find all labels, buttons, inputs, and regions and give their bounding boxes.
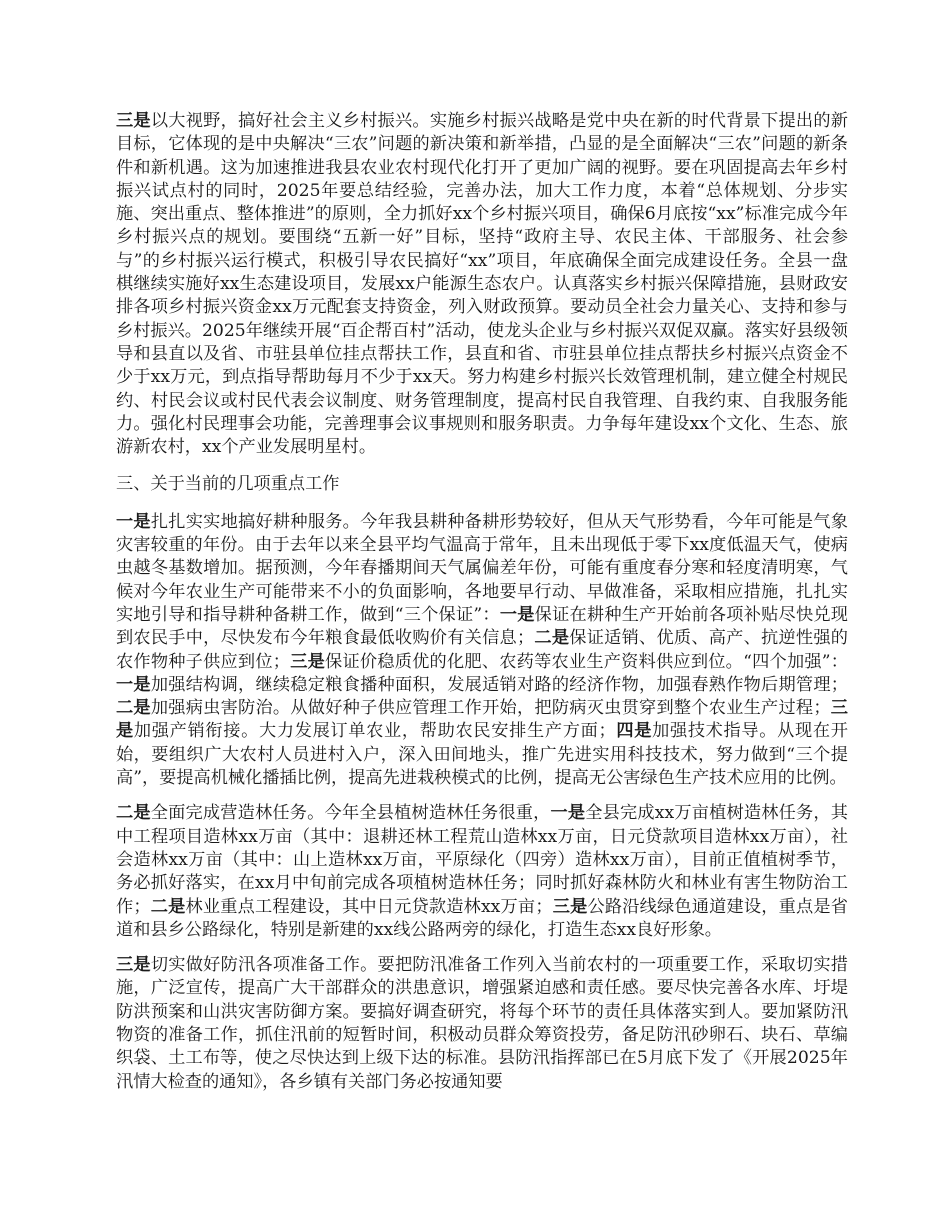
body-text: 加强技术指导。从现在开始，要组织广大农村人员进村入户，深入田间地头，推广先进实用科技技术，努力做到“三个提高”，要提高机械化播插比例，提高先进栽秧模式的比例，提高无公害绿色生产技术应用的比例。 [116,721,848,789]
body-text: 以大视野，搞好社会主义乡村振兴。实施乡村振兴战略是党中央在新的时代背景下提出的新目标，它体现的是中央解决“三农”问题的新决策和新举措，凸显的是全面解决“三农”问题的新条件和新机遇。这为加速推进我县农业农村现代化打开了更加广阔的视野。要在巩固提高去年乡村振兴试点村的同时，2025年要总结经验，完善办法，加大工作力度，本着“总体规划、分步实施、突出重点、整体推进”的原则，全力抓好xx个乡村振兴项目，确保6月底按“xx”标准完成今年乡村振兴点的规划。要围绕“五新一好”目标，坚持“政府主导、农民主体、干部服务、社会参与”的乡村振兴运行模式，积极引导农民搞好“xx”项目，年底确保全面完成建设任务。全县一盘棋继续实施好xx生态建设项目，发展xx户能源生态农户。认真落实乡村振兴保障措施，县财政安排各项乡村振兴资金xx万元配套支持资金，列入财政预算。要动员全社会力量关心、支持和参与乡村振兴。2025年继续开展“百企帮百村”活动，使龙头企业与乡村振兴双促双赢。落实好县级领导和县直以及省、市驻县单位挂点帮扶工作，县直和省、市驻县单位挂点帮扶乡村振兴点资金不少于xx万元，到点指导帮助每月不少于xx天。努力构建乡村振兴长效管理机制，建立健全村规民约、村民会议或村民代表会议制度、财务管理制度，提高村民自我管理、自我约束、自我服务能力。强化村民理事会功能，完善理事会议事规则和服务职责。力争每年建设xx个文化、生态、旅游新农村，xx个产业发展明星村。 [116,111,848,458]
bold-ordinal: 二是 [116,698,151,719]
bold-ordinal: 二是 [150,896,186,917]
lead-phrase: 二是 [116,803,151,824]
document-page [116,110,848,1106]
bold-ordinal: 三是 [289,651,326,672]
bold-ordinal: 一是 [116,674,151,695]
lead-phrase: 三是 [116,955,151,976]
body-text: 全县完成xx万亩植树造林任务，其中工程项目造林xx万亩（其中：退耕还林工程荒山造林xx万亩，日元贷款项目造林xx万亩），社会造林xx万亩（其中：山上造林xx万亩，平原绿化（四旁）造林xx万亩），目前正值植树季节，务必抓好落实，在xx月中旬前完成各项植树造林任务；同时抓好森林防火和林业有害生物防治工作； [116,803,848,917]
body-text: 加强产销衔接。大力发展订单农业，帮助农民安排生产方面； [133,721,616,742]
paragraph-spring-planting [116,511,848,791]
heading-text: 三、关于当前的几项重点工作 [116,474,340,495]
bold-ordinal: 一是 [499,604,535,625]
body-text: 林业重点工程建设，其中日元贷款造林xx万亩； [185,896,553,917]
bold-ordinal: 三是 [552,896,588,917]
bold-ordinal: 四是 [615,721,653,742]
body-text: 加强病虫害防治。从做好种子供应管理工作开始，把防病灭虫贯穿到整个农业生产过程； [150,698,831,719]
body-text: 保证价稳质优的化肥、农药等农业生产资料供应到位。“四个加强”： [325,651,848,672]
lead-phrase: 一是 [116,511,151,532]
body-text: 公路沿线绿色通道建设，重点是省道和县乡公路绿化，特别是新建的xx线公路两旁的绿化，打造生态xx良好形象。 [116,896,848,940]
body-text: 加强结构调，继续稳定粮食播种面积，发展适销对路的经济作物，加强春熟作物后期管理； [150,674,848,695]
body-text: 全面完成营造林任务。今年全县植树造林任务很重， [150,803,551,824]
lead-phrase: 三是 [116,111,151,131]
paragraph-flood-prevention [116,954,848,1094]
bold-ordinal: 三是 [116,698,848,742]
bold-ordinal: 一是 [550,803,586,824]
paragraph-afforestation [116,802,848,942]
body-text: 扎扎实实地搞好耕种服务。今年我县耕种备耕形势较好，但从天气形势看，今年可能是气象灾害较重的年份。由于去年以来全县平均气温高于常年，且未出现低于零下xx度低温天气，使病虫越冬基数增加。据预测，今年春播期间天气属偏差年份，可能有重度春分寒和轻度清明寒，气候对今年农业生产可能带来不小的负面影响，各地要早行动、早做准备，采取相应措施，扎扎实实地引导和指导耕种备耕工作，做到“三个保证”： [116,511,848,625]
body-text: 保证在耕种生产开始前各项补贴尽快兑现到农民手中，尽快发布今年粮食最低收购价有关信息； [116,604,848,649]
body-text: 切实做好防汛各项准备工作。要把防汛准备工作列入当前农村的一项重要工作，采取切实措施，广泛宣传，提高广大干部群众的洪患意识，增强紧迫感和责任感。要尽快完善各水库、圩堤防洪预案和山洪灾害防御方案。要搞好调查研究，将每个环节的责任具体落实到人。要加紧防汛物资的准备工作，抓住汛前的短暂时间，积极动员群众筹资投劳，备足防汛砂卵石、块石、草编织袋、土工布等，使之尽快达到上级下达的标准。县防汛指挥部已在5月底下发了《开展2025年汛情大检查的通知》，各乡镇有关部门务必按通知要 [116,955,848,1092]
bold-ordinal: 二是 [534,628,570,649]
body-text: 保证适销、优质、高产、抗逆性强的农作物种子供应到位； [116,628,848,672]
paragraph-rural-revitalization [116,110,848,459]
section-heading [116,473,848,496]
